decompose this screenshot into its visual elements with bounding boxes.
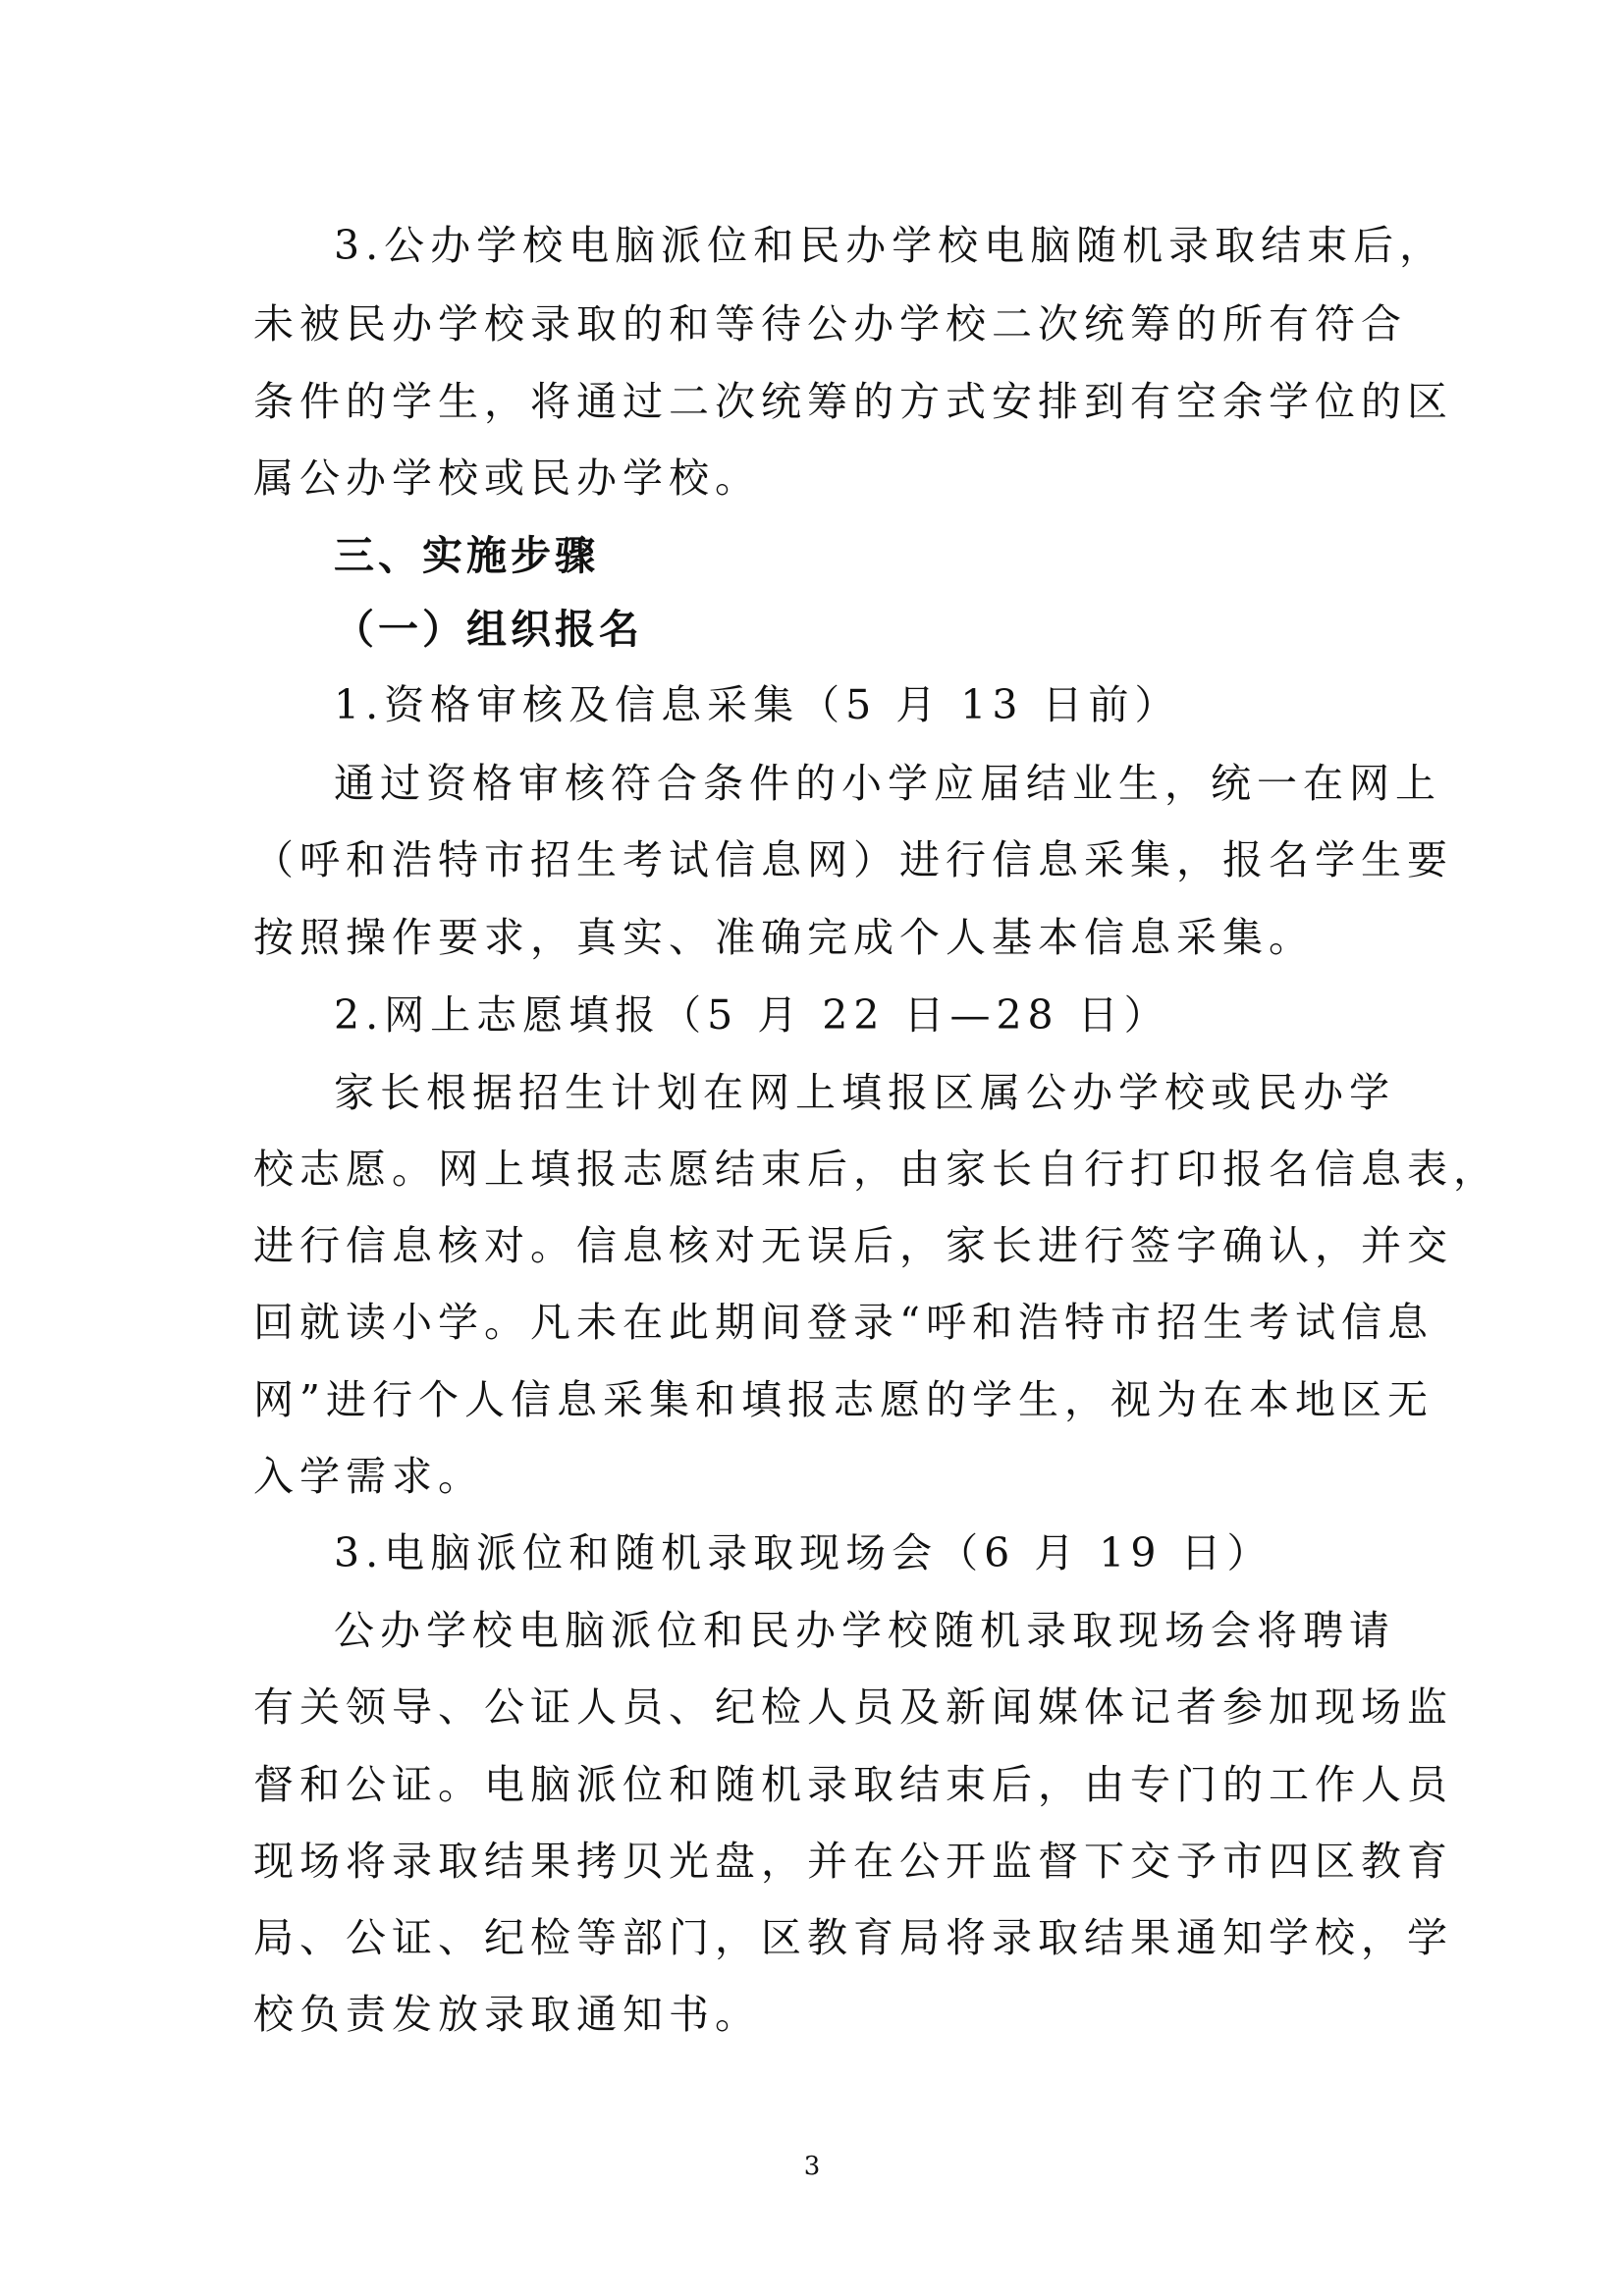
body-text-line: 进行信息核对。信息核对无误后，家长进行签字确认，并交 [253, 1222, 1453, 1269]
body-text-line: 有关领导、公证人员、纪检人员及新闻媒体记者参加现场监 [253, 1683, 1453, 1731]
body-text-line: 3.公办学校电脑派位和民办学校电脑随机录取结束后， [334, 222, 1446, 269]
body-text-line: 网”进行个人信息采集和填报志愿的学生，视为在本地区无 [253, 1376, 1434, 1423]
body-text-line: 公办学校电脑派位和民办学校随机录取现场会将聘请 [334, 1607, 1395, 1654]
item-heading: 3.电脑派位和随机录取现场会（6 月 19 日） [334, 1529, 1273, 1576]
section-heading: 三、实施步骤 [334, 532, 599, 579]
body-text-line: 条件的学生，将通过二次统筹的方式安排到有空余学位的区 [253, 378, 1453, 425]
body-text-line: 通过资格审核符合条件的小学应届结业生，统一在网上 [334, 760, 1441, 807]
body-text-line: 回就读小学。凡未在此期间登录“呼和浩特市招生考试信息 [253, 1299, 1434, 1346]
body-text-line: 属公办学校或民办学校。 [253, 454, 761, 502]
body-text-line: 局、公证、纪检等部门，区教育局将录取结果通知学校，学 [253, 1914, 1453, 1961]
body-text-line: 入学需求。 [253, 1453, 484, 1500]
subsection-heading: （一）组织报名 [334, 606, 643, 653]
item-heading: 2.网上志愿填报（5 月 22 日—28 日） [334, 991, 1170, 1039]
body-text-line: 按照操作要求，真实、准确完成个人基本信息采集。 [253, 914, 1315, 961]
item-heading: 1.资格审核及信息采集（5 月 13 日前） [334, 681, 1181, 728]
body-text-line: 现场将录取结果拷贝光盘，并在公开监督下交予市四区教育 [253, 1838, 1453, 1885]
body-text-line: 未被民办学校录取的和等待公办学校二次统筹的所有符合 [253, 300, 1407, 347]
body-text-line: 督和公证。电脑派位和随机录取结束后，由专门的工作人员 [253, 1761, 1453, 1808]
body-text-line: 校志愿。网上填报志愿结束后，由家长自行打印报名信息表， [253, 1146, 1499, 1193]
body-text-line: 家长根据招生计划在网上填报区属公办学校或民办学 [334, 1069, 1395, 1116]
page-number: 3 [803, 2152, 821, 2181]
body-text-line: 校负责发放录取通知书。 [253, 1991, 761, 2038]
body-text-line: （呼和浩特市招生考试信息网）进行信息采集，报名学生要 [253, 836, 1453, 883]
